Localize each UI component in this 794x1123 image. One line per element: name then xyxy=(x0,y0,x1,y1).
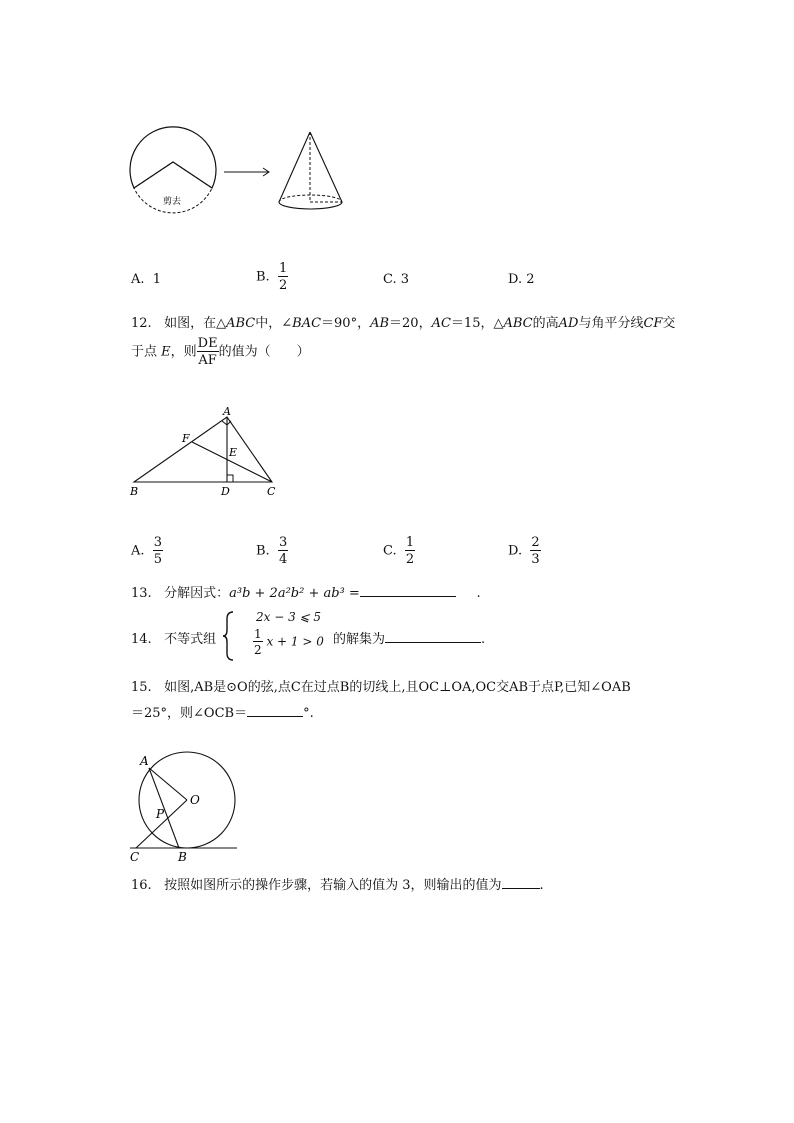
label-f: F xyxy=(182,432,190,445)
q12-option-c[interactable]: C. $\frac{1}{2}$ xyxy=(383,535,415,567)
q15-stem-line1: 15. 如图,AB是⊙O的弦,点C在过点B的切线上,且OC⊥OA,OC交AB于点P,已知∠OAB xyxy=(131,680,631,695)
q12-stem-line2: 于点 E，则 $\frac{DE}{AF}$ 的值为（ ） xyxy=(131,336,310,368)
q11-option-b[interactable]: B. $\frac{1}{2}$ xyxy=(256,261,288,293)
q11-option-c[interactable]: C. 3 xyxy=(383,272,410,287)
q14-number: 14. 不等式组 xyxy=(131,632,217,647)
q11-option-a[interactable]: A. 1 xyxy=(131,272,162,287)
q15-answer-blank[interactable] xyxy=(247,716,303,717)
q16-answer-blank[interactable] xyxy=(502,888,540,889)
label-b: B xyxy=(178,850,187,864)
q16-stem: 16. 按照如图所示的操作步骤，若输入的值为 3，则输出的值为 . xyxy=(131,878,544,893)
label-p: P xyxy=(156,807,165,821)
q13-expression: a³b + 2a²b² + ab³ = xyxy=(229,586,360,601)
q13-answer-blank[interactable] xyxy=(360,596,456,597)
label-c: C xyxy=(130,850,140,864)
label-d: D xyxy=(221,485,230,498)
label-a: A xyxy=(140,754,149,768)
cone-shape xyxy=(279,132,342,209)
q14-answer-blank[interactable] xyxy=(385,642,481,643)
cut-circle xyxy=(130,127,216,188)
q12-triangle-figure xyxy=(125,402,285,500)
q15-circle-figure xyxy=(125,748,240,866)
q12-option-a[interactable]: A. $\frac{3}{5}$ xyxy=(131,535,163,567)
cut-label: 剪去 xyxy=(163,197,182,207)
label-e: E xyxy=(229,446,238,459)
q14-tail: 的解集为 . xyxy=(333,632,486,647)
q12-stem-line1: 12. 如图，在△ABC中，∠BAC＝90°，AB＝20，AC＝15，△ABC的高AD与角平分线CF交 xyxy=(131,316,676,331)
q14-inequality-2: $\frac{1}{2}$ x + 1 > 0 xyxy=(254,627,324,657)
label-b: B xyxy=(130,485,139,498)
label-o: O xyxy=(190,793,200,807)
q11-option-d[interactable]: D. 2 xyxy=(508,272,535,287)
label-c: C xyxy=(267,485,276,498)
q12-option-d[interactable]: D. $\frac{2}{3}$ xyxy=(508,535,540,567)
q11-figure xyxy=(120,118,360,228)
q12-option-b[interactable]: B. $\frac{3}{4}$ xyxy=(256,535,288,567)
label-a: A xyxy=(223,405,231,418)
q15-stem-line2: ＝25°，则∠OCB＝ °. xyxy=(131,706,314,721)
q14-brace xyxy=(222,610,236,662)
q14-inequality-1: 2x − 3 ⩽ 5 xyxy=(256,610,322,624)
q13-stem: 13. 分解因式：a³b + 2a²b² + ab³ = . xyxy=(131,586,481,601)
